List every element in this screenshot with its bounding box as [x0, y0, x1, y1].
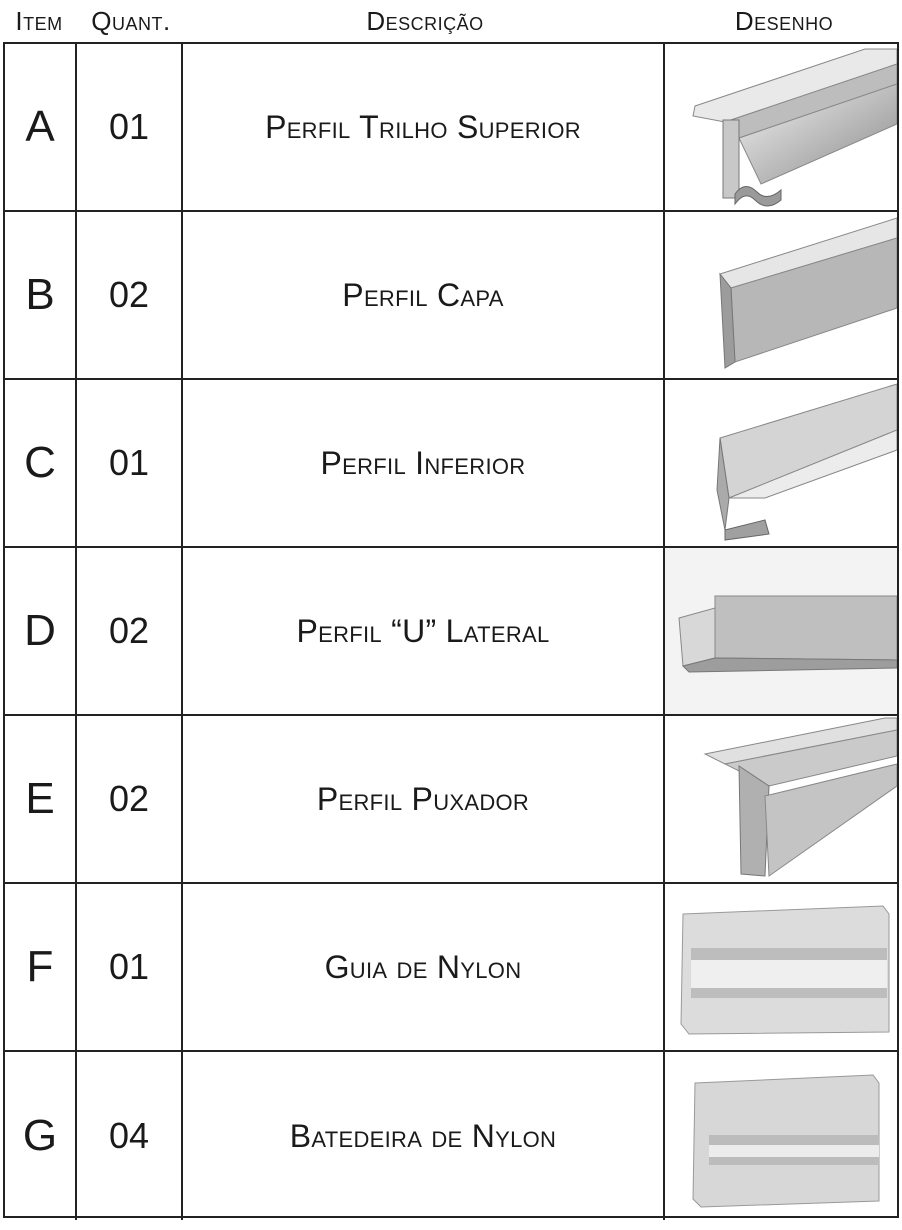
descricao-cell: Perfil “U” Lateral	[183, 548, 665, 714]
item-cell: G	[5, 1052, 77, 1220]
item-cell: F	[5, 884, 77, 1050]
desenho-cell	[665, 44, 897, 210]
quant-cell: 01	[77, 380, 183, 546]
header-descricao: Descrição	[366, 5, 484, 36]
descricao-cell: Perfil Capa	[183, 212, 665, 378]
table-row	[5, 212, 897, 380]
header-desenho: Desenho	[734, 5, 834, 36]
header-item: Item	[15, 5, 63, 36]
item-cell: A	[5, 44, 77, 210]
table-row	[5, 380, 897, 548]
desenho-cell	[665, 1052, 897, 1220]
item-cell: C	[5, 380, 77, 546]
quant-cell: 01	[77, 44, 183, 210]
quant-cell: 01	[77, 884, 183, 1050]
desenho-cell	[665, 380, 897, 546]
cover-profile-icon	[665, 212, 897, 378]
quant-cell: 02	[77, 548, 183, 714]
quant-cell: 02	[77, 716, 183, 882]
table-row	[5, 548, 897, 716]
quant-cell: 02	[77, 212, 183, 378]
table-row	[5, 716, 897, 884]
desenho-cell	[665, 716, 897, 882]
item-cell: E	[5, 716, 77, 882]
bottom-profile-icon	[665, 380, 897, 546]
descricao-cell: Perfil Trilho Superior	[183, 44, 665, 210]
u-channel-profile-icon	[665, 548, 897, 714]
desenho-cell	[665, 548, 897, 714]
desenho-cell	[665, 884, 897, 1050]
quant-cell: 04	[77, 1052, 183, 1220]
item-cell: B	[5, 212, 77, 378]
nylon-guide-icon	[665, 884, 897, 1050]
descricao-cell: Perfil Puxador	[183, 716, 665, 882]
descricao-cell: Guia de Nylon	[183, 884, 665, 1050]
item-cell: D	[5, 548, 77, 714]
table-row	[5, 44, 897, 212]
handle-profile-icon	[665, 716, 897, 882]
table-row	[5, 1052, 897, 1220]
parts-table	[3, 42, 899, 1218]
nylon-stop-icon	[665, 1053, 897, 1219]
top-rail-profile-icon	[665, 44, 897, 210]
desenho-cell	[665, 212, 897, 378]
header-quant: Quant.	[91, 5, 171, 36]
descricao-cell: Batedeira de Nylon	[183, 1052, 665, 1220]
descricao-cell: Perfil Inferior	[183, 380, 665, 546]
table-row	[5, 884, 897, 1052]
